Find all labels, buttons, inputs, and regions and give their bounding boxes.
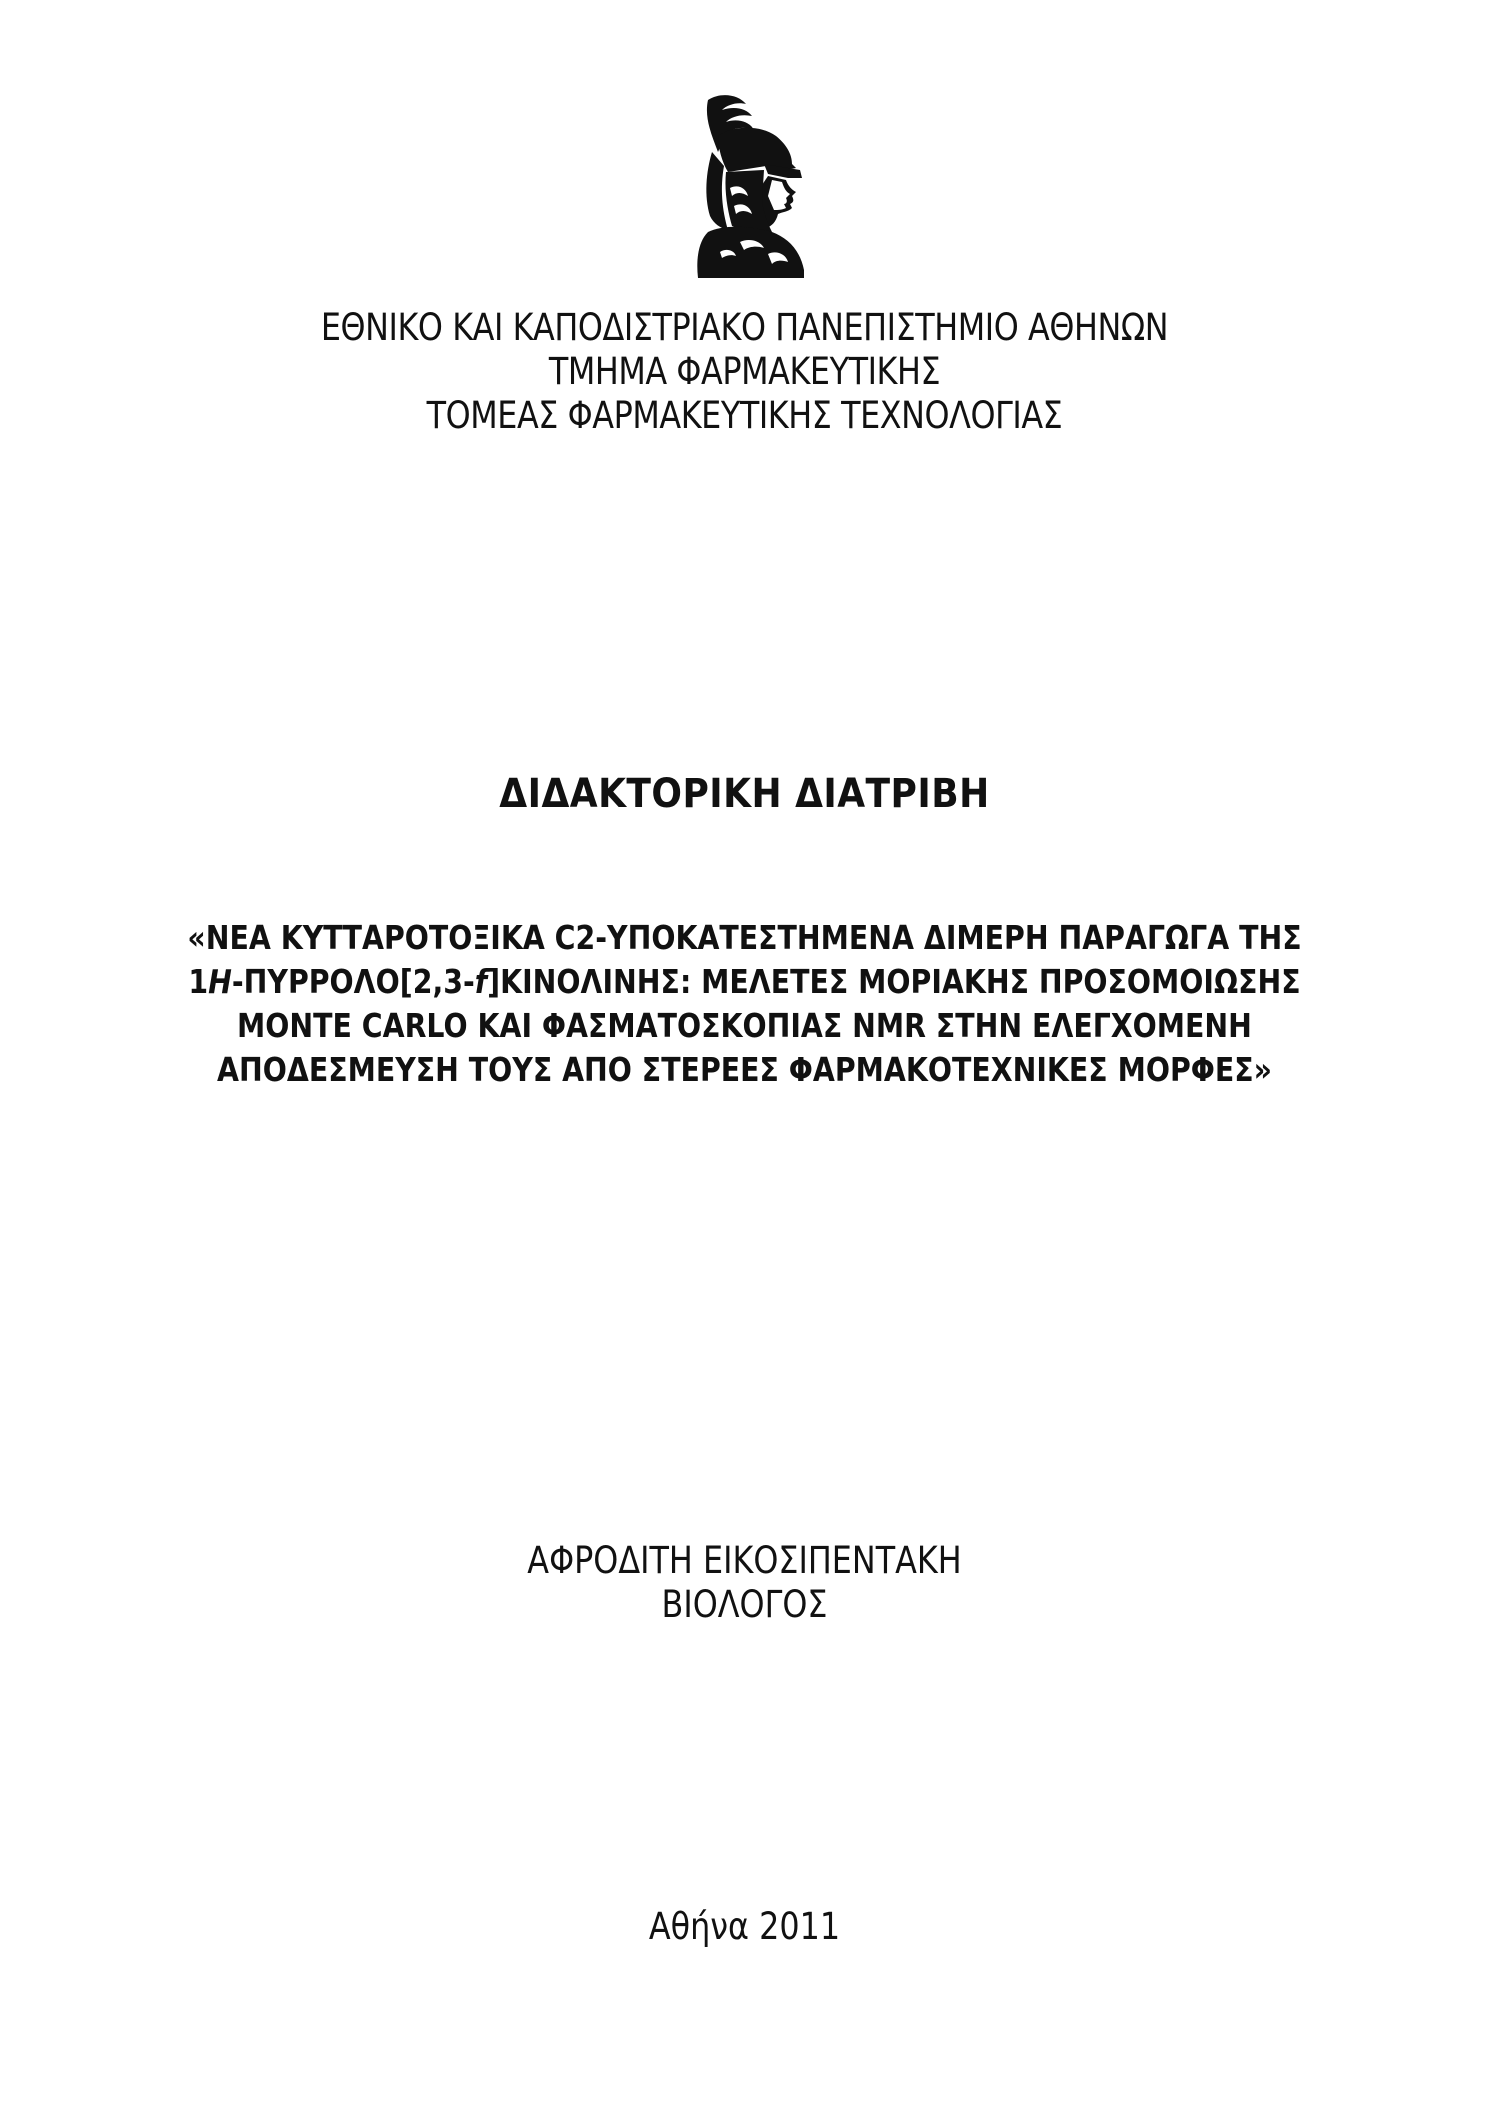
title-line-1: «ΝΕΑ ΚΥΤΤΑΡΟΤΟΞΙΚΑ C2-ΥΠΟΚΑΤΕΣΤΗΜΕΝΑ ΔΙΜΕΡΗ ΠΑΡΑΓΩΓΑ ΤΗΣ bbox=[187, 918, 1302, 957]
title-line-2-italic-1: H bbox=[208, 962, 232, 1001]
title-line-3: MONTE CARLO ΚΑΙ ΦΑΣΜΑΤΟΣΚΟΠΙΑΣ NMR ΣΤΗΝ ΕΛΕΓΧΟΜΕΝΗ bbox=[237, 1006, 1252, 1045]
title-line-4: ΑΠΟΔΕΣΜΕΥΣΗ ΤΟΥΣ ΑΠΟ ΣΤΕΡΕΕΣ ΦΑΡΜΑΚΟΤΕΧΝΙΚΕΣ ΜΟΡΦΕΣ» bbox=[217, 1050, 1272, 1089]
title-line-2-part-1: 1 bbox=[188, 962, 209, 1001]
title-line-2-part-2: -ΠΥΡΡΟΛΟ[2,3- bbox=[231, 962, 475, 1001]
author-block bbox=[104, 1539, 1385, 1627]
place-and-date: Αθήνα 2011 bbox=[648, 1905, 841, 1948]
thesis-title bbox=[104, 916, 1385, 1092]
title-line-2-italic-2: f bbox=[474, 962, 488, 1001]
department-name: ΤΜΗΜΑ ΦΑΡΜΑΚΕΥΤΙΚΗΣ bbox=[548, 350, 941, 393]
institution-header bbox=[104, 306, 1385, 438]
author-profession: ΒΙΟΛΟΓΟΣ bbox=[661, 1583, 828, 1626]
title-line-2-part-3: ]ΚΙΝΟΛΙΝΗΣ: ΜΕΛΕΤΕΣ ΜΟΡΙΑΚΗΣ ΠΡΟΣΟΜΟΙΩΣΗΣ bbox=[487, 962, 1301, 1001]
division-name: ΤΟΜΕΑΣ ΦΑΡΜΑΚΕΥΤΙΚΗΣ ΤΕΧΝΟΛΟΓΙΑΣ bbox=[426, 394, 1063, 437]
document-type-heading: ΔΙΔΑΚΤΟΡΙΚΗ ΔΙΑΤΡΙΒΗ bbox=[499, 771, 990, 817]
author-name: ΑΦΡΟΔΙΤΗ ΕΙΚΟΣΙΠΕΝΤΑΚΗ bbox=[527, 1539, 962, 1582]
university-name: ΕΘΝΙΚΟ ΚΑΙ ΚΑΠΟΔΙΣΤΡΙΑΚΟ ΠΑΝΕΠΙΣΤΗΜΙΟ ΑΘΗΝΩΝ bbox=[320, 306, 1169, 349]
athena-head-logo-icon bbox=[668, 92, 818, 282]
title-line-2 bbox=[104, 960, 1385, 1004]
